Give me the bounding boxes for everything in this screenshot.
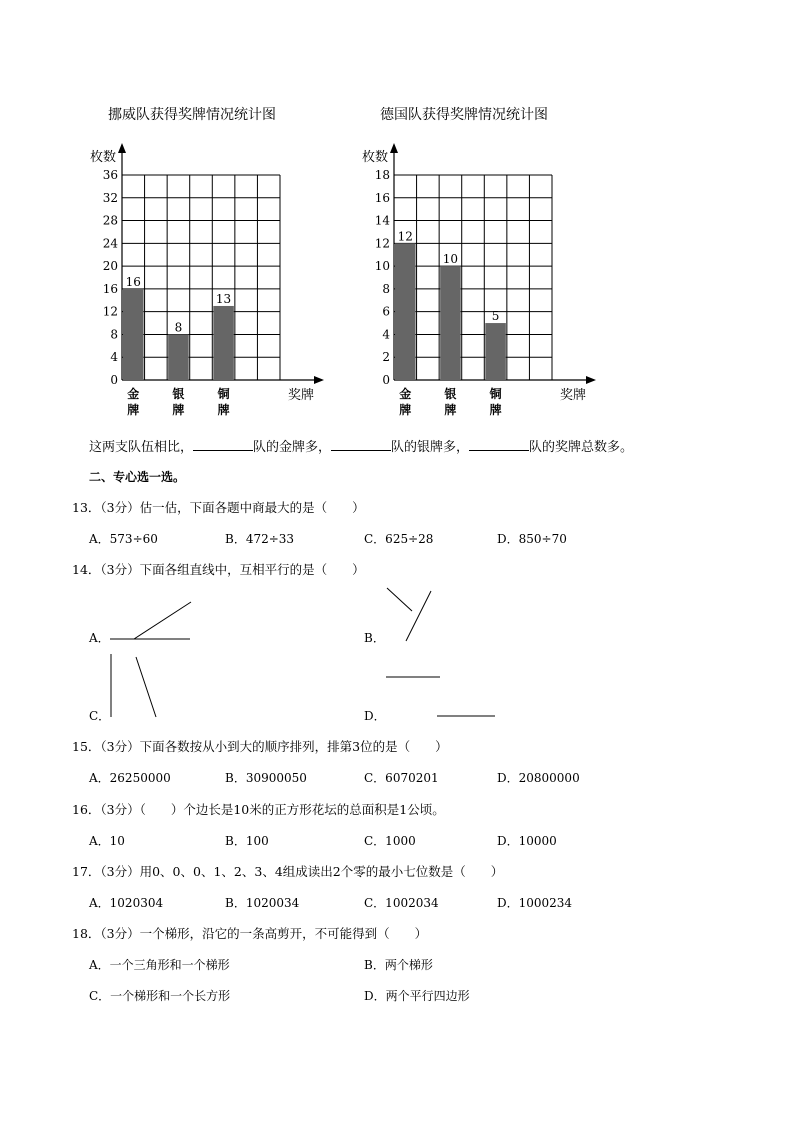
germany-y-tick-8: 8 — [382, 281, 390, 296]
blank-silver[interactable] — [331, 436, 391, 451]
norway-y-tick-36: 36 — [102, 168, 118, 182]
germany-y-tick-16: 16 — [374, 190, 390, 205]
germany-chart-title: 德国队获得奖牌情况统计图 — [380, 107, 548, 123]
q17-option-b[interactable]: B．1020034 — [225, 896, 300, 910]
q14-option-b[interactable]: B． — [364, 631, 385, 645]
norway-y-tick-12: 12 — [102, 304, 118, 319]
germany-category-1-char-0: 银 — [444, 387, 457, 401]
germany-bar-1 — [440, 266, 461, 380]
q18-option-a[interactable]: A．一个三角形和一个梯形 — [89, 958, 230, 972]
norway-x-axis-label: 奖牌 — [288, 388, 315, 403]
compare-text-1: 这两支队伍相比， — [89, 440, 194, 455]
norway-chart-title: 挪威队获得奖牌情况统计图 — [108, 107, 276, 123]
norway-bar-0 — [123, 289, 144, 380]
question-18: 18．（3分）一个梯形，沿它的一条高剪开，不可能得到（ ） — [72, 926, 428, 941]
q17-option-d[interactable]: D．1000234 — [497, 896, 573, 910]
germany-x-axis-label: 奖牌 — [560, 388, 587, 403]
q15-option-d[interactable]: D．20800000 — [497, 771, 580, 785]
q14-option-d[interactable]: D． — [364, 709, 386, 723]
germany-y-tick-10: 10 — [374, 259, 390, 274]
germany-y-tick-2: 2 — [382, 350, 390, 365]
norway-category-0-char-1: 牌 — [127, 403, 140, 417]
q14-option-a[interactable]: A． — [89, 631, 110, 645]
norway-category-2-char-1: 牌 — [217, 403, 230, 417]
norway-bar-1 — [168, 334, 189, 380]
norway-x-axis-arrow — [314, 376, 324, 384]
q14a-slant-line — [134, 602, 191, 639]
q18-option-c[interactable]: C．一个梯形和一个长方形 — [89, 989, 231, 1003]
q17-option-a[interactable]: A．1020304 — [89, 896, 164, 910]
norway-medal-chart — [78, 95, 338, 425]
q18-option-b[interactable]: B．两个梯形 — [364, 958, 433, 972]
germany-y-axis-arrow — [390, 143, 398, 153]
compare-sentence — [89, 436, 633, 458]
q14-option-c[interactable]: C． — [89, 709, 111, 723]
q16-option-d[interactable]: D．10000 — [497, 834, 557, 848]
germany-y-tick-14: 14 — [374, 213, 390, 228]
question-14: 14．（3分）下面各组直线中，互相平行的是（ ） — [72, 562, 365, 577]
norway-category-2-char-0: 铜 — [217, 387, 230, 401]
germany-bar-2 — [485, 323, 506, 380]
norway-y-tick-20: 20 — [102, 259, 118, 274]
question-17: 17．（3分）用0、0、0、1、2、3、4组成读出2个零的最小七位数是（ ） — [72, 864, 504, 879]
q15-option-b[interactable]: B．30900050 — [225, 771, 307, 785]
norway-bar-label-1: 8 — [174, 320, 183, 335]
norway-y-tick-8: 8 — [110, 327, 118, 342]
norway-y-tick-32: 32 — [102, 190, 118, 205]
q16-option-c[interactable]: C．1000 — [364, 834, 416, 848]
q14c-slant-line — [136, 657, 156, 717]
germany-bar-label-0: 12 — [397, 229, 413, 244]
section-2-heading: 二、专心选一选。 — [89, 470, 186, 484]
blank-gold[interactable] — [193, 436, 253, 451]
germany-y-tick-18: 18 — [374, 168, 390, 182]
q16-option-a[interactable]: A．10 — [89, 834, 125, 848]
compare-text-3: 队的银牌多， — [391, 440, 470, 455]
germany-y-tick-6: 6 — [382, 304, 390, 319]
germany-category-0-char-0: 金 — [399, 387, 412, 401]
q18-option-d[interactable]: D．两个平行四边形 — [364, 989, 470, 1003]
question-13: 13．（3分）估一估，下面各题中商最大的是（ ） — [72, 500, 365, 515]
norway-bar-label-2: 13 — [215, 291, 232, 306]
blank-total[interactable] — [469, 436, 529, 451]
norway-y-tick-4: 4 — [110, 350, 118, 365]
question-15: 15．（3分）下面各数按从小到大的顺序排列，排第3位的是（ ） — [72, 739, 448, 754]
q15-option-a[interactable]: A．26250000 — [89, 771, 171, 785]
norway-category-1-char-0: 银 — [172, 387, 185, 401]
norway-y-tick-16: 16 — [102, 281, 118, 296]
norway-category-0-char-0: 金 — [127, 387, 140, 401]
norway-bar-label-0: 16 — [125, 274, 141, 289]
q13-option-a[interactable]: A．573÷60 — [89, 532, 158, 546]
q13-option-c[interactable]: C．625÷28 — [364, 532, 434, 546]
norway-bar-2 — [213, 306, 234, 380]
q17-option-c[interactable]: C．1002034 — [364, 896, 439, 910]
germany-bar-label-1: 10 — [442, 252, 459, 267]
compare-text-2: 队的金牌多， — [253, 440, 332, 455]
norway-y-tick-0: 0 — [110, 373, 118, 387]
germany-x-axis-arrow — [586, 376, 596, 384]
q13-option-d[interactable]: D．850÷70 — [497, 532, 567, 546]
q15-option-c[interactable]: C．6070201 — [364, 771, 439, 785]
germany-y-tick-0: 0 — [382, 373, 390, 387]
norway-y-axis-label: 枚数 — [90, 150, 117, 165]
norway-y-axis-arrow — [118, 143, 126, 153]
q16-option-b[interactable]: B．100 — [225, 834, 269, 848]
germany-y-axis-label: 枚数 — [362, 150, 389, 165]
germany-y-tick-4: 4 — [382, 327, 390, 342]
question-16: 16．（3分）（ ）个边长是10米的正方形花坛的总面积是1公顷。 — [72, 802, 445, 817]
germany-medal-chart — [350, 95, 610, 425]
compare-text-4: 队的奖牌总数多。 — [529, 440, 634, 455]
norway-y-tick-24: 24 — [102, 236, 118, 251]
q13-option-b[interactable]: B．472÷33 — [225, 532, 295, 546]
norway-category-1-char-1: 牌 — [172, 403, 185, 417]
germany-category-2-char-1: 牌 — [489, 403, 502, 417]
q14b-line-1 — [387, 588, 412, 611]
germany-bar-0 — [395, 243, 416, 380]
norway-y-tick-28: 28 — [102, 213, 118, 228]
germany-category-2-char-0: 铜 — [489, 387, 502, 401]
q14b-line-2 — [406, 591, 431, 641]
germany-bar-label-2: 5 — [491, 309, 500, 324]
germany-category-1-char-1: 牌 — [444, 403, 457, 417]
germany-y-tick-12: 12 — [374, 236, 390, 251]
germany-category-0-char-1: 牌 — [399, 403, 412, 417]
